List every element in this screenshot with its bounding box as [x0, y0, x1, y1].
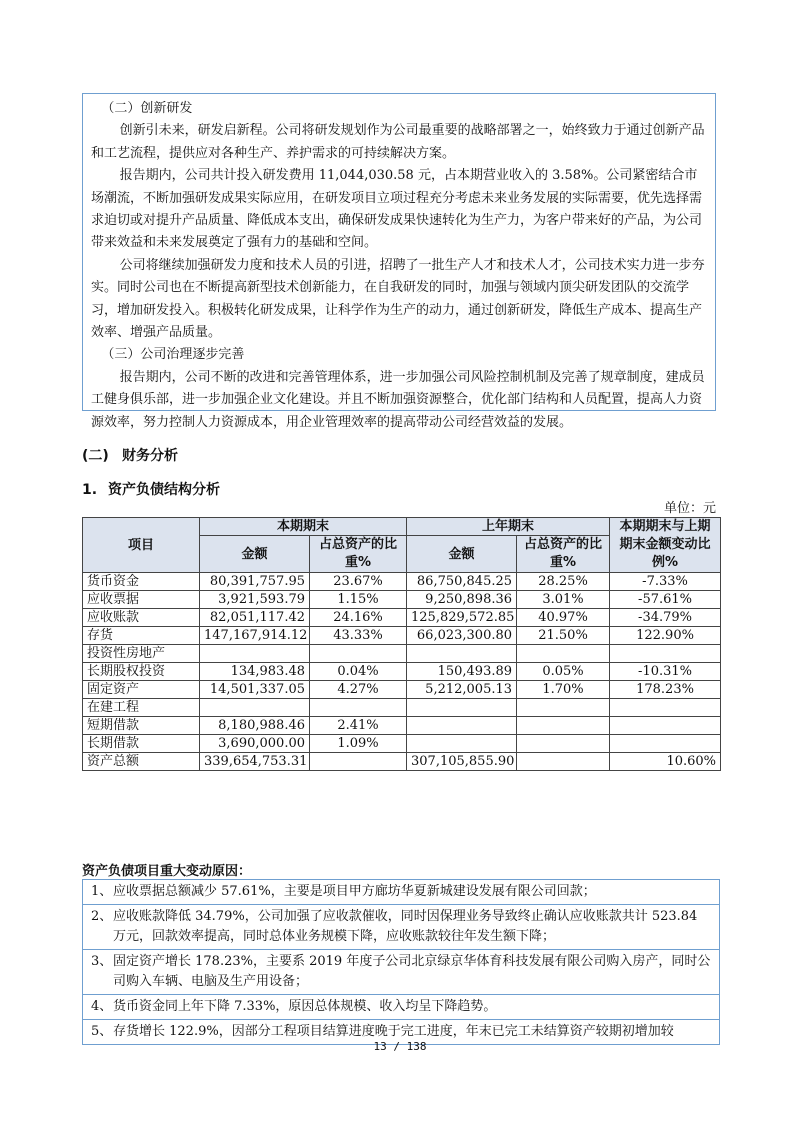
table-row	[83, 609, 721, 627]
change-ratio	[610, 735, 721, 753]
header-item: 项目	[83, 518, 200, 573]
table-row	[83, 645, 721, 663]
section-number: 1.	[82, 482, 98, 498]
current-ratio	[310, 699, 407, 717]
item-text: 固定资产增长 178.23%，主要系 2019 年度子公司北京绿京华体育科技发展有限公司购入房产，同时公司购入车辆、电脑及生产用设备；	[113, 954, 711, 989]
governance-heading: （三）公司治理逐步完善	[101, 347, 245, 363]
item-number: 3、	[91, 954, 113, 969]
change-ratio: -34.79%	[610, 609, 721, 627]
prior-amount: 9,250,898.36	[407, 591, 517, 609]
change-ratio: 178.23%	[610, 681, 721, 699]
current-ratio: 4.27%	[310, 681, 407, 699]
table-row-total	[83, 753, 721, 771]
header-prior-amount: 金额	[407, 536, 517, 573]
prior-amount	[407, 735, 517, 753]
header-current-period: 本期期末	[200, 518, 407, 536]
table-row	[83, 681, 721, 699]
current-ratio: 23.67%	[310, 573, 407, 591]
table-row	[83, 699, 721, 717]
current-amount: 147,167,914.12	[200, 627, 310, 645]
current-amount	[200, 645, 310, 663]
row-item: 应收账款	[83, 609, 200, 627]
innovation-paragraph-3: 公司将继续加强研发力度和技术人员的引进，招聘了一批生产人才和技术人才，公司技术实力进一步夯实。同时公司也在不断提高新型技术创新能力，在自我研发的同时，加强与领域内顶尖研发团队的交流学习，增加研发投入。积极转化研发成果，让科学作为生产的动力，通过创新研发，降低生产成本、提高生产效率、增强产品质量。	[91, 257, 705, 341]
current-ratio: 2.41%	[310, 717, 407, 735]
table-row	[83, 717, 721, 735]
prior-ratio: 0.05%	[517, 663, 610, 681]
prior-amount: 125,829,572.85	[407, 609, 517, 627]
list-item	[83, 950, 719, 995]
innovation-governance-box	[82, 93, 716, 430]
change-ratio	[610, 699, 721, 717]
item-number: 5、	[91, 1024, 113, 1039]
current-amount: 3,690,000.00	[200, 735, 310, 753]
prior-ratio: 1.70%	[517, 681, 610, 699]
prior-amount	[407, 699, 517, 717]
section-financial-analysis	[82, 445, 178, 465]
section-number: (二)	[82, 448, 109, 464]
table-row	[83, 591, 721, 609]
header-prior-period: 上年期末	[407, 518, 610, 536]
item-text: 货币资金同上年下降 7.33%，原因总体规模、收入均呈下降趋势。	[113, 999, 497, 1014]
prior-ratio	[517, 753, 610, 771]
prior-amount: 307,105,855.90	[407, 753, 517, 771]
prior-ratio	[517, 645, 610, 663]
innovation-paragraph-1: 创新引未来，研发启新程。公司将研发规划作为公司最重要的战略部署之一，始终致力于通过创新产品和工艺流程，提供应对各种生产、养护需求的可持续解决方案。	[91, 123, 705, 161]
governance-paragraph: 报告期内，公司不断的改进和完善管理体系，进一步加强公司风险控制机制及完善了规章制度，建成员工健身俱乐部，进一步加强企业文化建设。并且不断加强资源整合，优化部门结构和人员配置，提高人力资源效率，努力控制人力资源成本，用企业管理效率的提高带动公司经营效益的发展。	[91, 369, 705, 430]
change-ratio: 10.60%	[610, 753, 721, 771]
section-title: 资产负债结构分析	[108, 482, 220, 498]
row-item: 长期借款	[83, 735, 200, 753]
item-number: 4、	[91, 999, 113, 1014]
list-item	[83, 995, 719, 1020]
change-ratio: -7.33%	[610, 573, 721, 591]
row-item: 资产总额	[83, 753, 200, 771]
current-amount: 82,051,117.42	[200, 609, 310, 627]
row-item: 应收票据	[83, 591, 200, 609]
prior-ratio	[517, 717, 610, 735]
reasons-title: 资产负债项目重大变动原因：	[82, 864, 252, 879]
row-item: 在建工程	[83, 699, 200, 717]
item-text: 应收账款降低 34.79%，公司加强了应收款催收，同时因保理业务导致终止确认应收账款共计 523.84 万元，回款效率提高，同时总体业务规模下降，应收账款较往年发生额下降；	[113, 909, 698, 944]
prior-ratio: 28.25%	[517, 573, 610, 591]
innovation-paragraph-2: 报告期内，公司共计投入研发费用 11,044,030.58 元，占本期营业收入的 3.58%。公司紧密结合市场潮流，不断加强研发成果实际应用，在研发项目立项过程充分考虑未来业务发展的实际需要，优先选择需求迫切或对提升产品质量、降低成本支出，确保研发成果快速转化为生产力，为客户带来好的产品，为公司带来效益和未来发展奠定了强有力的基础和空间。	[91, 168, 703, 251]
current-amount: 8,180,988.46	[200, 717, 310, 735]
current-amount: 339,654,753.31	[200, 753, 310, 771]
item-text: 存货增长 122.9%，因部分工程项目结算进度晚于完工进度，年末已完工未结算资产较期初增加较	[113, 1024, 674, 1039]
list-item	[83, 880, 719, 905]
unit-label: 单位：元	[663, 501, 716, 516]
current-ratio: 1.09%	[310, 735, 407, 753]
prior-amount	[407, 717, 517, 735]
table-row	[83, 663, 721, 681]
reasons-box	[82, 879, 720, 1045]
header-current-ratio: 占总资产的比重%	[310, 536, 407, 573]
current-ratio	[310, 753, 407, 771]
prior-ratio: 3.01%	[517, 591, 610, 609]
current-ratio: 24.16%	[310, 609, 407, 627]
prior-ratio	[517, 699, 610, 717]
current-amount: 80,391,757.95	[200, 573, 310, 591]
row-item: 短期借款	[83, 717, 200, 735]
table-row	[83, 627, 721, 645]
balance-sheet-table	[82, 517, 721, 771]
header-prior-ratio: 占总资产的比重%	[517, 536, 610, 573]
prior-amount: 150,493.89	[407, 663, 517, 681]
header-change-ratio: 本期期末与上期期末金额变动比例%	[610, 518, 721, 573]
page-number: 13 / 138	[373, 1040, 427, 1053]
item-number: 1、	[91, 884, 113, 899]
current-amount: 3,921,593.79	[200, 591, 310, 609]
prior-ratio: 21.50%	[517, 627, 610, 645]
table-row	[83, 735, 721, 753]
current-amount: 134,983.48	[200, 663, 310, 681]
innovation-heading: （二）创新研发	[101, 101, 193, 116]
prior-amount: 5,212,005.13	[407, 681, 517, 699]
row-item: 长期股权投资	[83, 663, 200, 681]
current-ratio: 0.04%	[310, 663, 407, 681]
current-amount	[200, 699, 310, 717]
row-item: 投资性房地产	[83, 645, 200, 663]
row-item: 货币资金	[83, 573, 200, 591]
header-current-amount: 金额	[200, 536, 310, 573]
change-ratio: -57.61%	[610, 591, 721, 609]
item-number: 2、	[91, 909, 113, 924]
prior-ratio: 40.97%	[517, 609, 610, 627]
change-ratio: 122.90%	[610, 627, 721, 645]
change-ratio: -10.31%	[610, 663, 721, 681]
prior-ratio	[517, 735, 610, 753]
current-amount: 14,501,337.05	[200, 681, 310, 699]
current-ratio	[310, 645, 407, 663]
prior-amount: 86,750,845.25	[407, 573, 517, 591]
row-item: 固定资产	[83, 681, 200, 699]
prior-amount: 66,023,300.80	[407, 627, 517, 645]
change-ratio	[610, 645, 721, 663]
current-ratio: 1.15%	[310, 591, 407, 609]
section-title: 财务分析	[122, 448, 178, 464]
table-row	[83, 573, 721, 591]
prior-amount	[407, 645, 517, 663]
row-item: 存货	[83, 627, 200, 645]
current-ratio: 43.33%	[310, 627, 407, 645]
change-ratio	[610, 717, 721, 735]
item-text: 应收票据总额减少 57.61%，主要是项目甲方廊坊华夏新城建设发展有限公司回款；	[113, 884, 596, 899]
section-balance-structure	[82, 479, 220, 499]
list-item	[83, 905, 719, 950]
